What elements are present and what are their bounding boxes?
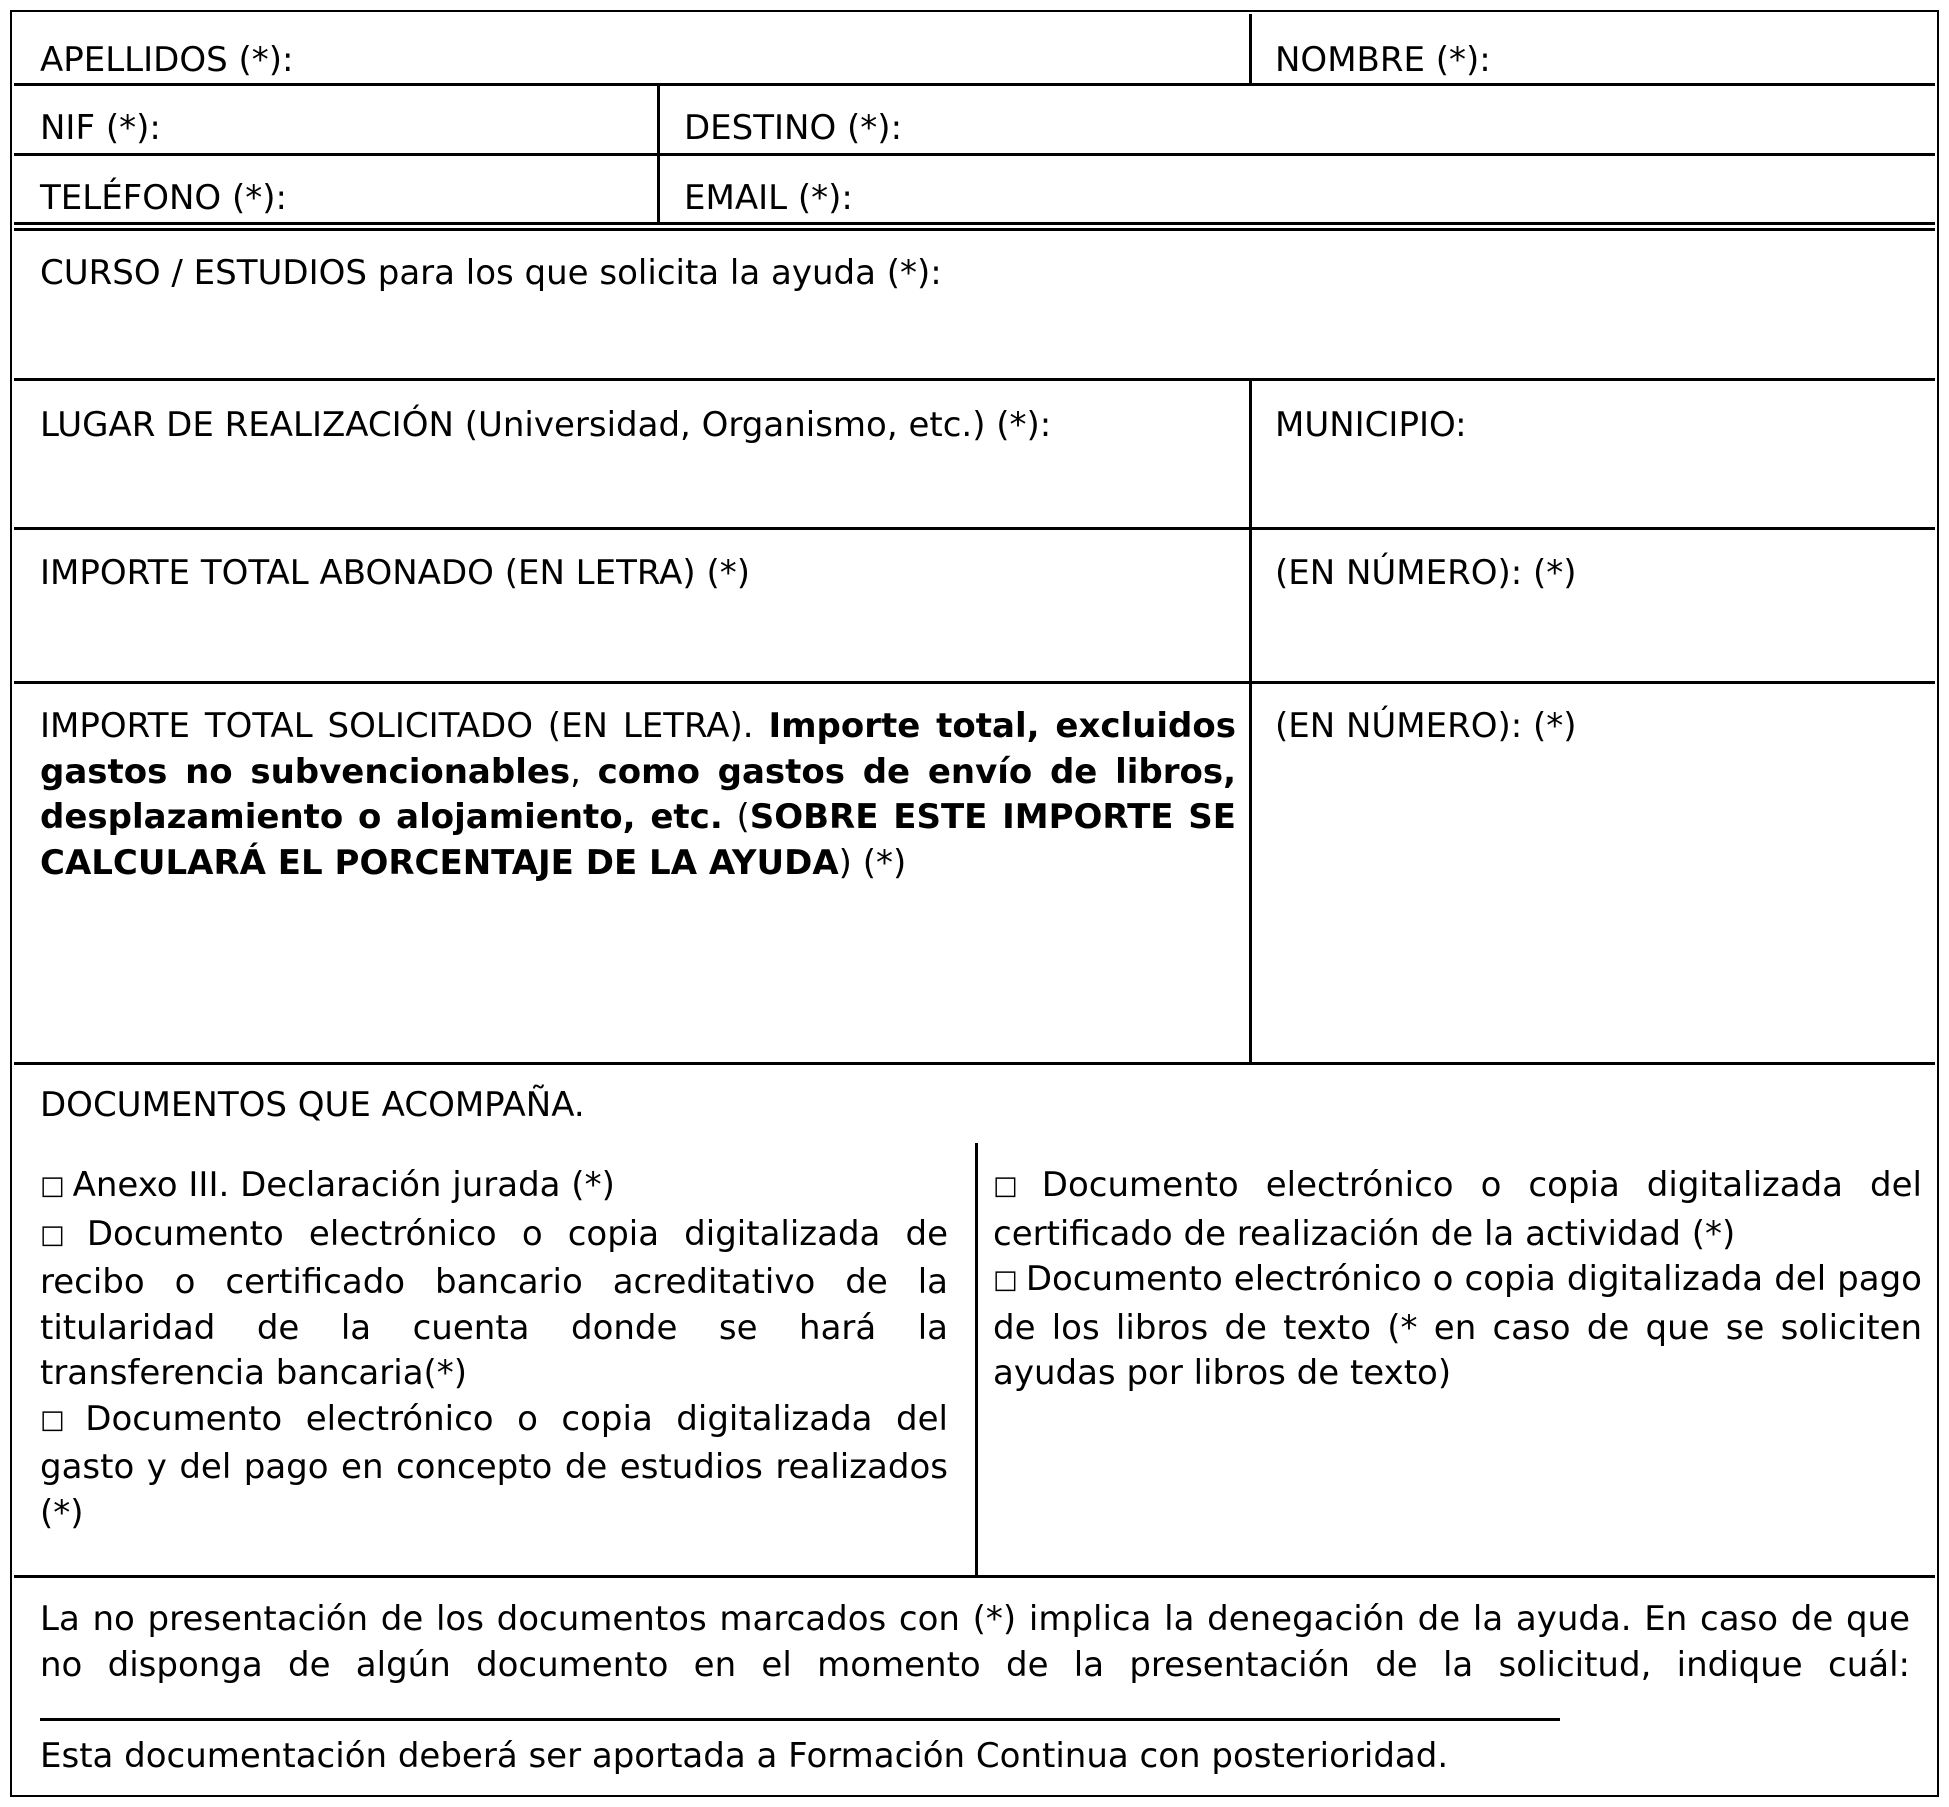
divider bbox=[1249, 14, 1252, 84]
checkbox-icon[interactable]: □ bbox=[40, 1404, 78, 1435]
nota-footer: Esta documentación deberá ser aportada a Formación Continua con posterioridad. bbox=[40, 1735, 1449, 1776]
doc-item-text: Documento electrónico o copia digitalizada del gasto y del pago en concepto de estudios realizados (*) bbox=[40, 1398, 948, 1533]
divider bbox=[14, 228, 1935, 231]
list-item bbox=[993, 1163, 1922, 1257]
list-item bbox=[40, 1212, 948, 1397]
importe-solicitado-text bbox=[40, 704, 1236, 886]
importe-solicitado-part2: , bbox=[570, 751, 598, 792]
checkbox-icon[interactable]: □ bbox=[993, 1265, 1018, 1295]
doc-item-text: Documento electrónico o copia digitalizada del pago de los libros de texto (* en caso de que se soliciten ayudas por libros de texto) bbox=[993, 1259, 1922, 1393]
checkbox-icon[interactable]: □ bbox=[993, 1171, 1034, 1201]
documentos-left-list bbox=[40, 1163, 948, 1536]
missing-document-field[interactable] bbox=[40, 1688, 1560, 1721]
documentos-right-list bbox=[993, 1163, 1922, 1397]
abonado-numero-label: (EN NÚMERO): (*) bbox=[1275, 553, 1577, 593]
importe-solicitado-bold2: como gastos de envío de libros, desplazamiento o alojamiento, etc. bbox=[40, 751, 1236, 837]
destino-label: DESTINO (*): bbox=[684, 108, 903, 148]
divider bbox=[975, 1143, 978, 1576]
email-label: EMAIL (*): bbox=[684, 178, 853, 218]
nota-body: La no presentación de los documentos marcados con (*) implica la denegación de la ayuda. En caso de que no disponga de algún documento en el momento de la presentación de la solicitud, indique cuál: bbox=[40, 1599, 1910, 1685]
importe-solicitado-part4: ) (*) bbox=[838, 842, 907, 883]
divider bbox=[1249, 379, 1252, 1063]
solicitado-numero-label: (EN NÚMERO): (*) bbox=[1275, 706, 1577, 746]
lugar-label: LUGAR DE REALIZACIÓN (Universidad, Organismo, etc.) (*): bbox=[40, 405, 1052, 445]
divider bbox=[657, 84, 660, 224]
list-item bbox=[40, 1163, 948, 1212]
apellidos-label: APELLIDOS (*): bbox=[40, 40, 294, 80]
list-item bbox=[993, 1257, 1922, 1397]
telefono-label: TELÉFONO (*): bbox=[40, 178, 287, 218]
divider bbox=[14, 527, 1935, 530]
importe-solicitado-part1: IMPORTE TOTAL SOLICITADO (EN LETRA). bbox=[40, 706, 769, 746]
divider bbox=[14, 681, 1935, 684]
doc-item-text: Documento electrónico o copia digitalizada del certificado de realización de la actividad (*) bbox=[993, 1165, 1922, 1254]
curso-label: CURSO / ESTUDIOS para los que solicita la ayuda (*): bbox=[40, 253, 942, 293]
divider bbox=[14, 1062, 1935, 1065]
nota-text bbox=[40, 1597, 1910, 1779]
doc-item-text: Anexo III. Declaración jurada (*) bbox=[72, 1165, 615, 1205]
doc-item-text: Documento electrónico o copia digitalizada de recibo o certificado bancario acreditativo de la titularidad de la cuenta donde se hará la transferencia bancaria(*) bbox=[40, 1213, 948, 1393]
divider bbox=[14, 153, 1935, 156]
divider bbox=[14, 378, 1935, 381]
municipio-label: MUNICIPIO: bbox=[1275, 405, 1467, 445]
importe-solicitado-bold3: SOBRE ESTE IMPORTE SE CALCULARÁ EL PORCENTAJE DE LA AYUDA bbox=[40, 797, 1236, 883]
divider bbox=[14, 222, 1935, 225]
list-item bbox=[40, 1397, 948, 1537]
importe-abonado-label: IMPORTE TOTAL ABONADO (EN LETRA) (*) bbox=[40, 553, 750, 593]
checkbox-icon[interactable]: □ bbox=[40, 1171, 65, 1201]
documentos-heading: DOCUMENTOS QUE ACOMPAÑA. bbox=[40, 1085, 585, 1125]
nif-label: NIF (*): bbox=[40, 108, 161, 148]
divider bbox=[14, 83, 1935, 86]
importe-solicitado-part3: ( bbox=[722, 797, 750, 837]
checkbox-icon[interactable]: □ bbox=[40, 1219, 79, 1250]
nombre-label: NOMBRE (*): bbox=[1275, 40, 1491, 80]
importe-solicitado-bold1: Importe total, excluidos gastos no subvencionables bbox=[40, 706, 1236, 792]
